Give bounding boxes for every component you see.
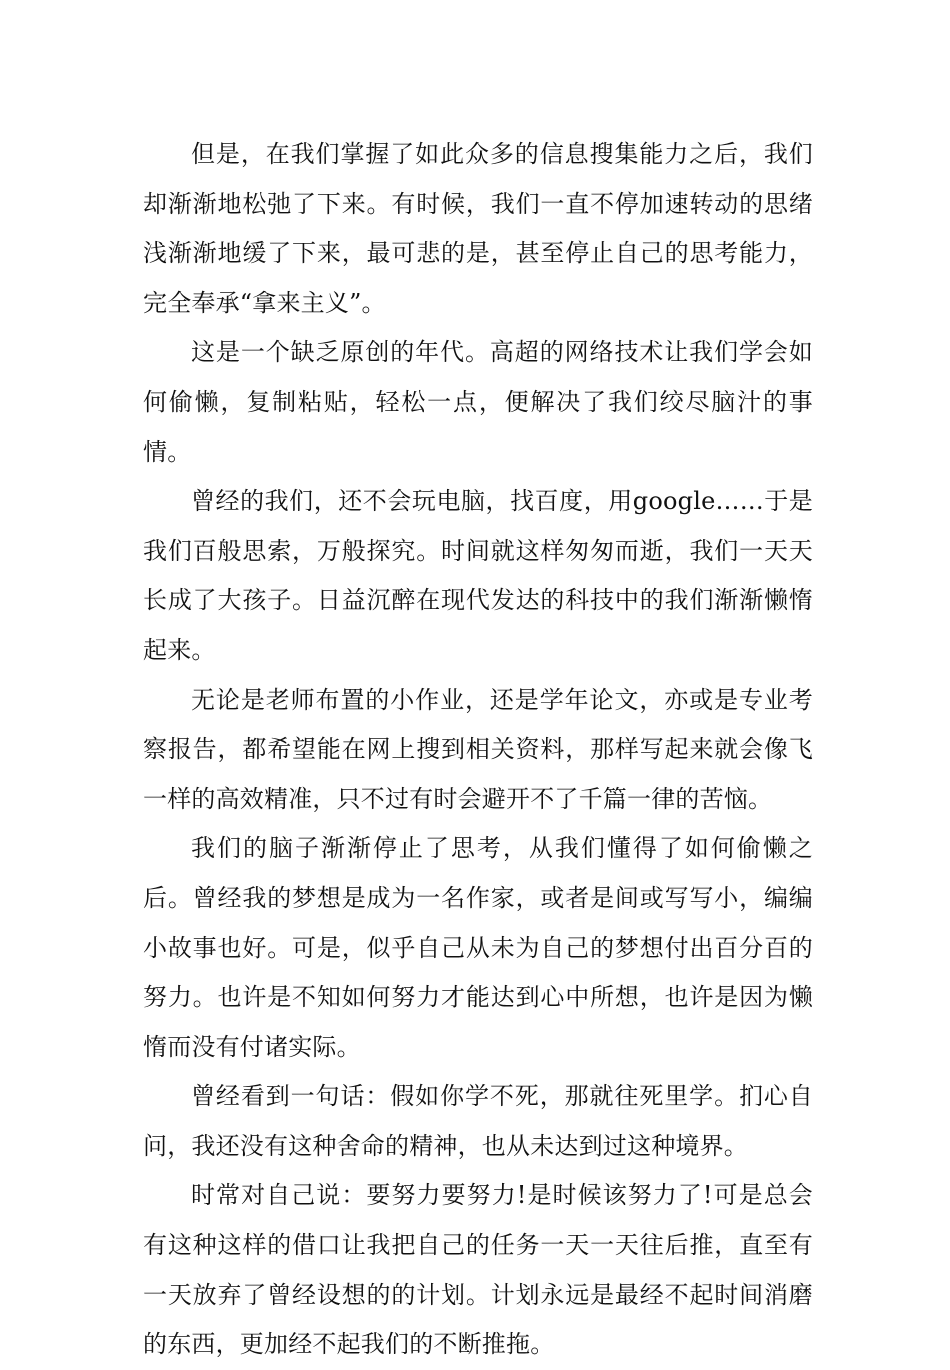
paragraph: 但是，在我们掌握了如此众多的信息搜集能力之后，我们却渐渐地松弛了下来。有时候，我们一直不停加速转动的思绪浅渐渐地缓了下来，最可悲的是，甚至停止自己的思考能力，完全奉承“拿来主义”。 [143, 140, 813, 317]
paragraph: 曾经看到一句话：假如你学不死，那就往死里学。扪心自问，我还没有这种舍命的精神，也从未达到过这种境界。 [143, 1082, 813, 1160]
document-body [143, 130, 813, 1370]
paragraph: 无论是老师布置的小作业，还是学年论文，亦或是专业考察报告，都希望能在网上搜到相关资料，那样写起来就会像飞一样的高效精准，只不过有时会避开不了千篇一律的苦恼。 [143, 685, 813, 813]
paragraph: 曾经的我们，还不会玩电脑，找百度，用google……于是我们百般思索，万般探究。时间就这样匆匆而逝，我们一天天长成了大孩子。日益沉醉在现代发达的科技中的我们渐渐懒惰起来。 [143, 487, 813, 664]
paragraph: 这是一个缺乏原创的年代。高超的网络技术让我们学会如何偷懒，复制粘贴，轻松一点，便解决了我们绞尽脑汁的事情。 [143, 338, 813, 466]
paragraph: 时常对自己说：要努力要努力!是时候该努力了!可是总会有这种这样的借口让我把自己的任务一天一天往后推，直至有一天放弃了曾经设想的的计划。计划永远是最经不起时间消磨的东西，更加经不起我们的不断推拖。 [143, 1181, 813, 1359]
paragraph: 我们的脑子渐渐停止了思考，从我们懂得了如何偷懒之后。曾经我的梦想是成为一名作家，或者是间或写写小，编编小故事也好。可是，似乎自己从未为自己的梦想付出百分百的努力。也许是不知如何努力才能达到心中所想，也许是因为懒惰而没有付诸实际。 [143, 834, 813, 1061]
